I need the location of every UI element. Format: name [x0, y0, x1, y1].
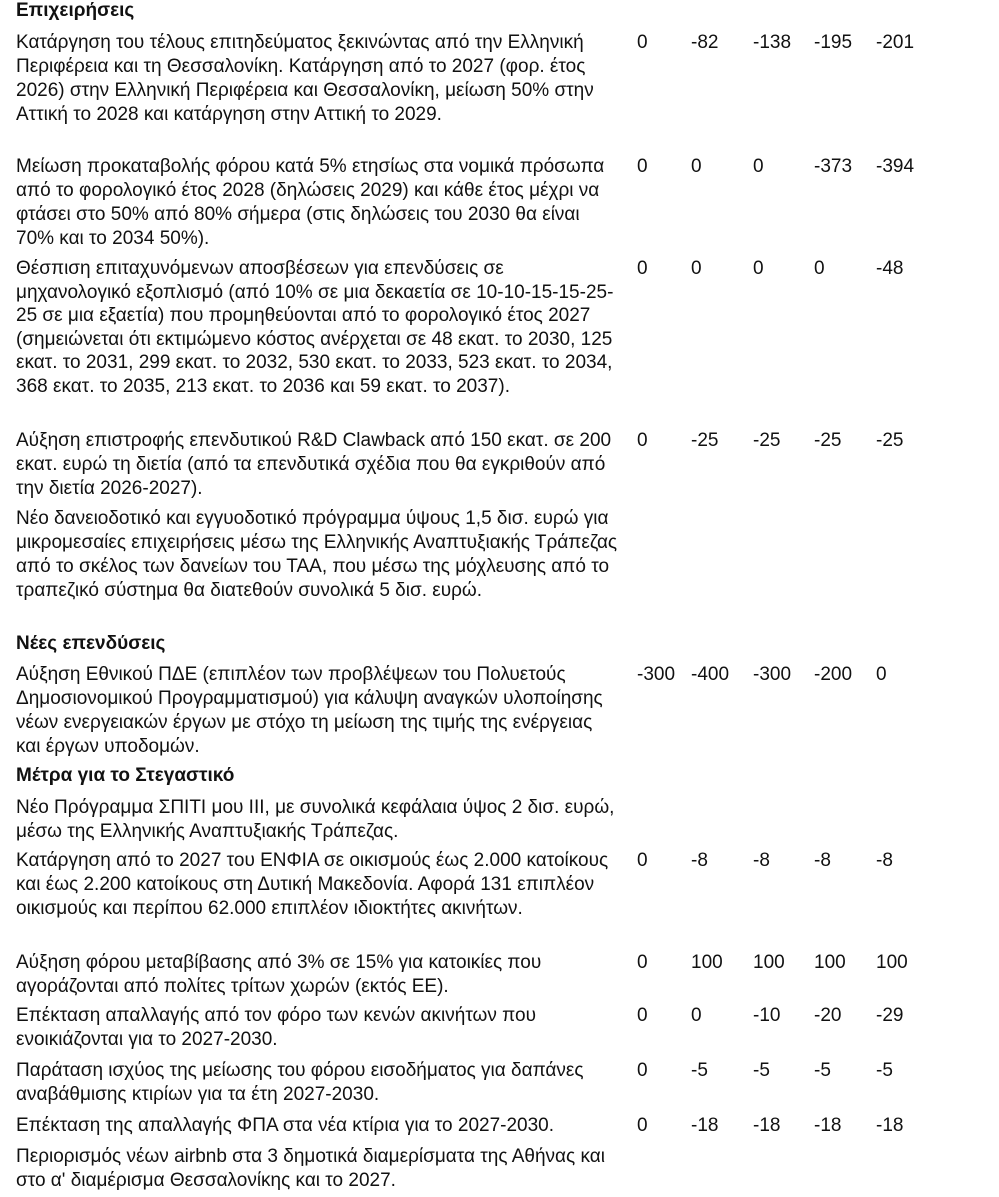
value-cell: 0 [814, 258, 825, 279]
measure-description: Παράταση ισχύος της μείωσης του φόρου εισοδήματος για δαπάνες αναβάθμισης κτιρίων για τα έτη 2027-2030. [16, 1060, 584, 1105]
section-title: Νέες επενδύσεις [16, 633, 166, 654]
value-cell: -195 [814, 32, 853, 53]
value-cell: 0 [637, 258, 648, 279]
value-cell: 0 [637, 952, 648, 973]
value-cell: -82 [691, 32, 719, 53]
value-cell: -5 [691, 1060, 708, 1081]
value-cell: -18 [814, 1115, 842, 1136]
measure-row [0, 257, 999, 399]
measure-row [0, 1145, 999, 1193]
value-cell: -8 [814, 850, 831, 871]
measure-description: Νέο δανειοδοτικό και εγγυοδοτικό πρόγραμμα ύψους 1,5 δισ. ευρώ για μικρομεσαίες επιχειρήσεις μέσω της Ελληνικής Αναπτυξιακής Τράπεζας από το σκέλος των δανείων του ΤΑΑ, που μέσω της μόχλευσης από το τραπεζικό σύστημα θα διατεθούν συνολικά 5 δισ. ευρώ. [16, 508, 618, 601]
value-cell: 0 [637, 1060, 648, 1081]
value-cell: 0 [637, 1115, 648, 1136]
value-cell: 0 [691, 156, 702, 177]
value-cell: -8 [753, 850, 770, 871]
value-cell: -200 [814, 664, 853, 685]
measure-row [0, 31, 999, 127]
value-cell: -10 [753, 1005, 781, 1026]
value-cell: -300 [753, 664, 792, 685]
value-cell: -29 [876, 1005, 904, 1026]
measure-row [0, 1114, 999, 1138]
value-cell: -25 [691, 430, 719, 451]
value-cell: -201 [876, 32, 915, 53]
measure-description: Θέσπιση επιταχυνόμενων αποσβέσεων για επενδύσεις σε μηχανολογικό εξοπλισμό (από 10% σε μια δεκαετία σε 10-10-15-15-25-25 σε μια εξαετία) που προμηθεύονται από το φορολογικό έτος 2027 (σημειώνεται ότι εκτιμώμενο κόστος ανέρχεται σε 48 εκατ. το 2030, 125 εκατ. το 2031, 299 εκατ. το 2032, 530 εκατ. το 2033, 523 εκατ. το 2034, 368 εκατ. το 2035, 213 εκατ. το 2036 και 59 εκατ. το 2037). [16, 258, 614, 397]
value-cell: -18 [876, 1115, 904, 1136]
value-cell: -18 [753, 1115, 781, 1136]
measure-description: Αύξηση επιστροφής επενδυτικού R&D Clawback από 150 εκατ. σε 200 εκατ. ευρώ τη διετία (από τα επενδυτικά σχέδια που θα εγκριθούν από την διετία 2026-2027). [16, 430, 612, 499]
measure-row [0, 849, 999, 921]
measure-row [0, 429, 999, 501]
value-cell: -18 [691, 1115, 719, 1136]
measure-description: Αύξηση φόρου μεταβίβασης από 3% σε 15% για κατοικίες που αγοράζονται από πολίτες τρίτων χωρών (εκτός ΕΕ). [16, 952, 542, 997]
value-cell: -394 [876, 156, 915, 177]
measure-description: Περιορισμός νέων airbnb στα 3 δημοτικά διαμερίσματα της Αθήνας και στο α' διαμέρισμα Θεσσαλονίκης και το 2027. [16, 1146, 605, 1191]
value-cell: 0 [637, 850, 648, 871]
measure-row [0, 1059, 999, 1107]
measure-description: Νέο Πρόγραμμα ΣΠΙΤΙ μου ΙΙΙ, με συνολικά κεφάλαια ύψος 2 δισ. ευρώ, μέσω της Ελληνικής Αναπτυξιακής Τράπεζας. [16, 797, 615, 842]
measure-description: Κατάργηση του τέλους επιτηδεύματος ξεκινώντας από την Ελληνική Περιφέρεια και τη Θεσσαλονίκη. Κατάργηση από το 2027 (φορ. έτος 2026) στην Ελληνική Περιφέρεια και Θεσσαλονίκη, μείωση 50% στην Αττική το 2028 και κατάργηση στην Αττική το 2029. [16, 32, 594, 125]
measure-row [0, 1004, 999, 1052]
value-cell: -5 [814, 1060, 831, 1081]
value-cell: 100 [814, 952, 846, 973]
value-cell: -25 [876, 430, 904, 451]
value-cell: 0 [753, 258, 764, 279]
value-cell: 100 [753, 952, 785, 973]
value-cell: -25 [814, 430, 842, 451]
value-cell: 0 [876, 664, 887, 685]
value-cell: 0 [637, 1005, 648, 1026]
value-cell: -8 [876, 850, 893, 871]
value-cell: -373 [814, 156, 853, 177]
value-cell: 0 [637, 430, 648, 451]
value-cell: 0 [637, 156, 648, 177]
value-cell: -25 [753, 430, 781, 451]
measure-description: Κατάργηση από το 2027 του ΕΝΦΙΑ σε οικισμούς έως 2.000 κατοίκους και έως 2.200 κατοίκους στη Δυτική Μακεδονία. Αφορά 131 επιπλέον οικισμούς και περίπου 62.000 επιπλέον ιδιοκτήτες ακινήτων. [16, 850, 609, 919]
section-title: Επιχειρήσεις [16, 0, 135, 21]
measure-row [0, 663, 999, 759]
value-cell: 0 [637, 32, 648, 53]
value-cell: -5 [753, 1060, 770, 1081]
value-cell: 100 [876, 952, 908, 973]
measure-row [0, 507, 999, 603]
measure-description: Αύξηση Εθνικού ΠΔΕ (επιπλέον των προβλέψεων του Πολυετούς Δημοσιονομικού Προγραμματισμού) για κάλυψη αναγκών υλοποίησης νέων ενεργειακών έργων με στόχο τη μείωση της τιμής της ενέργειας και έργων υποδομών. [16, 664, 603, 757]
measure-description: Επέκταση απαλλαγής από τον φόρο των κενών ακινήτων που ενοικιάζονται για το 2027-2030. [16, 1005, 536, 1050]
value-cell: -5 [876, 1060, 893, 1081]
measure-row [0, 155, 999, 251]
measure-row [0, 796, 999, 844]
measure-description: Επέκταση της απαλλαγής ΦΠΑ στα νέα κτίρια για το 2027-2030. [16, 1115, 555, 1136]
value-cell: 100 [691, 952, 723, 973]
value-cell: -138 [753, 32, 792, 53]
value-cell: 0 [691, 1005, 702, 1026]
section-title: Μέτρα για το Στεγαστικό [16, 765, 235, 786]
value-cell: 0 [753, 156, 764, 177]
value-cell: 0 [691, 258, 702, 279]
value-cell: -300 [637, 664, 676, 685]
value-cell: -400 [691, 664, 730, 685]
value-cell: -8 [691, 850, 708, 871]
measure-description: Μείωση προκαταβολής φόρου κατά 5% ετησίως στα νομικά πρόσωπα από το φορολογικό έτος 2028 (δηλώσεις 2029) και κάθε έτος μέχρι να φτάσει στο 50% από 80% σήμερα (στις δηλώσεις του 2030 θα είναι 70% και το 2034 50%). [16, 156, 605, 249]
value-cell: -48 [876, 258, 904, 279]
value-cell: -20 [814, 1005, 842, 1026]
measure-row [0, 951, 999, 999]
